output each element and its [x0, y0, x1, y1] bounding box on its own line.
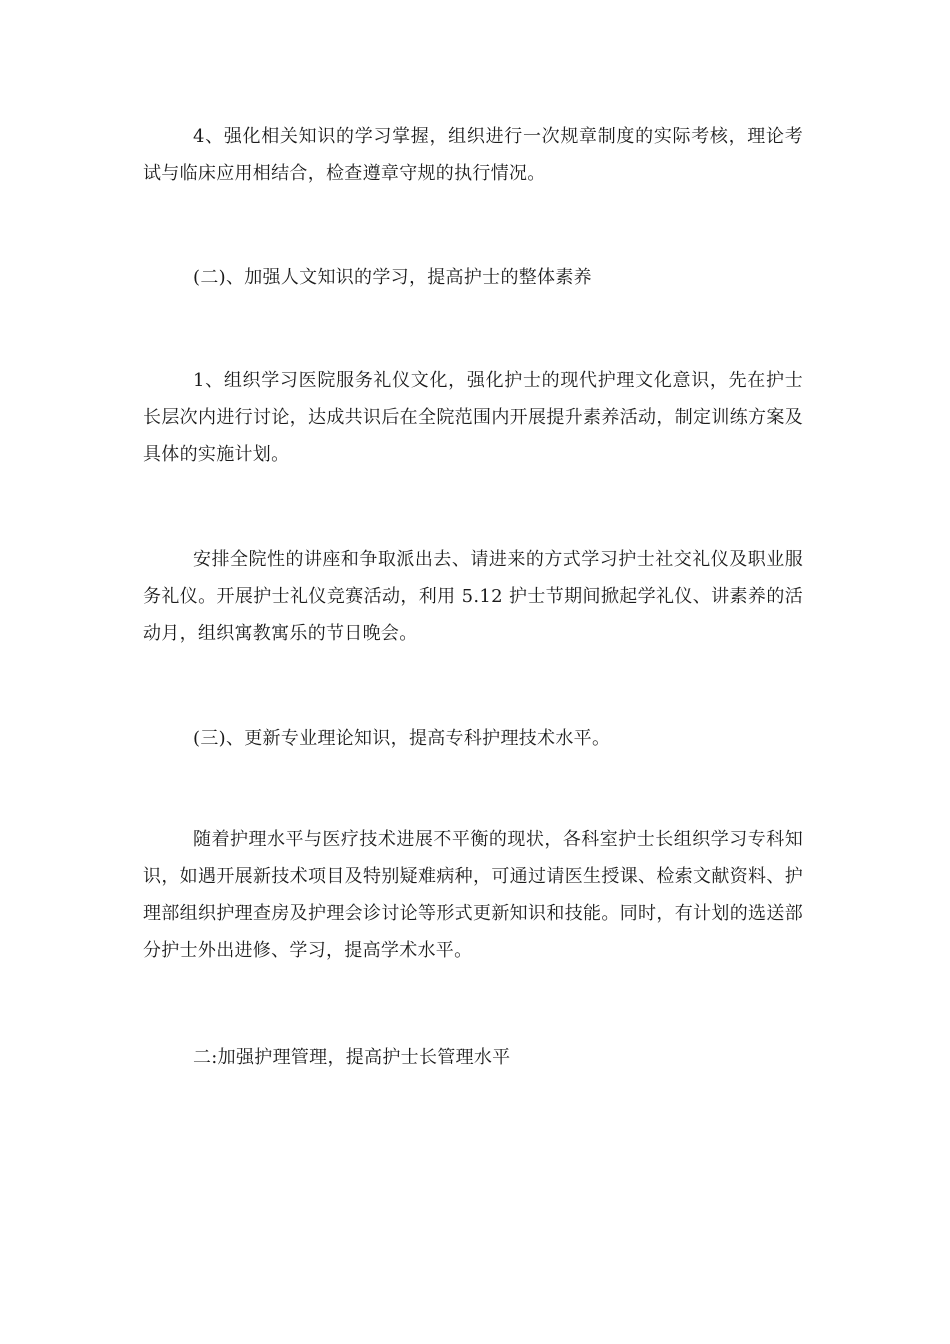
section-heading-professional-theory: (三)、更新专业理论知识，提高专科护理技术水平。 — [193, 728, 611, 749]
paragraph-etiquette-activities: 安排全院性的讲座和争取派出去、请进来的方式学习护士社交礼仪及职业服务礼仪。开展护士礼仪竞赛活动，利用 5.12 护士节期间掀起学礼仪、讲素养的活动月，组织寓教寓乐的节日晚会。 — [143, 549, 803, 644]
section-heading-nursing-management: 二:加强护理管理，提高护士长管理水平 — [193, 1047, 511, 1068]
paragraph-etiquette-culture: 1、组织学习医院服务礼仪文化，强化护士的现代护理文化意识，先在护士长层次内进行讨论，达成共识后在全院范围内开展提升素养活动，制定训练方案及具体的实施计划。 — [143, 370, 803, 465]
paragraph-knowledge-assessment: 4、强化相关知识的学习掌握，组织进行一次规章制度的实际考核，理论考试与临床应用相结合，检查遵章守规的执行情况。 — [143, 126, 803, 184]
paragraph-specialty-learning: 随着护理水平与医疗技术进展不平衡的现状，各科室护士长组织学习专科知识，如遇开展新技术项目及特别疑难病种，可通过请医生授课、检索文献资料、护理部组织护理查房及护理会诊讨论等形式更新知识和技能。同时，有计划的选送部分护士外出进修、学习，提高学术水平。 — [143, 829, 803, 961]
section-heading-humanities: (二)、加强人文知识的学习，提高护士的整体素养 — [193, 267, 592, 288]
